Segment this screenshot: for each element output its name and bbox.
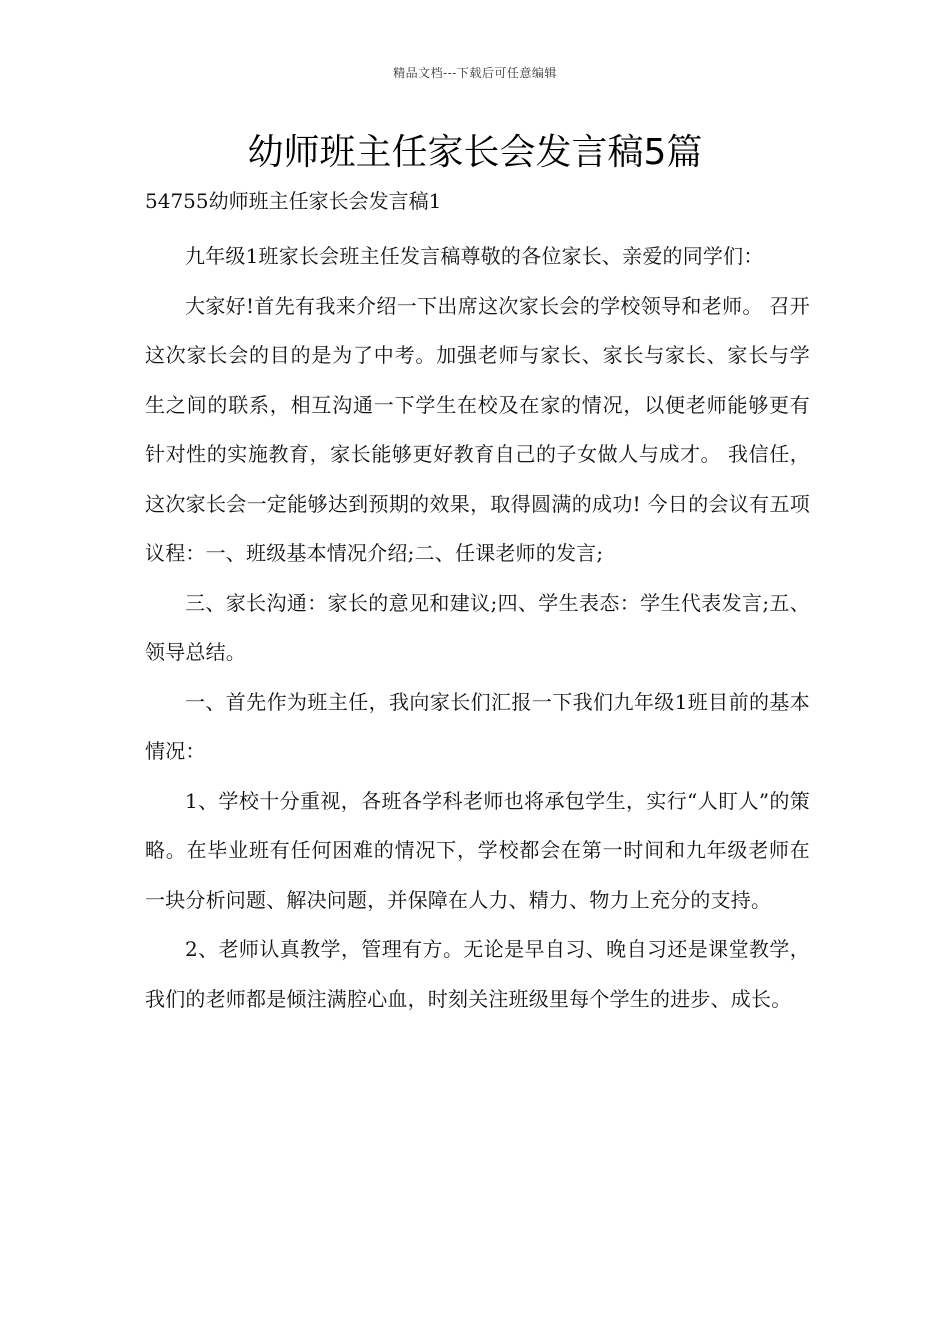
document-title: 幼师班主任家长会发言稿5篇 bbox=[247, 132, 703, 173]
paragraph: 九年级1班家长会班主任发言稿尊敬的各位家长、亲爱的同学们： bbox=[185, 244, 764, 268]
document-body bbox=[145, 232, 810, 1024]
paragraph: 1、学校十分重视，各班各学科老师也将承包学生，实行“人盯人”的策略。在毕业班有任何困难的情况下，学校都会在第一时间和九年级老师在一块分析问题、解决问题，并保障在人力、精力、物力上充分的支持。 bbox=[145, 788, 810, 912]
paragraph: 三、家长沟通：家长的意见和建议;四、学生表态：学生代表发言;五、领导总结。 bbox=[145, 590, 810, 664]
document-subtitle: 54755幼师班主任家长会发言稿1 bbox=[145, 189, 442, 213]
paragraph: 大家好!首先有我来介绍一下出席这次家长会的学校领导和老师。 召开这次家长会的目的是为了中考。加强老师与家长、家长与家长、家长与学生之间的联系，相互沟通一下学生在校及在家的情况，以便老师能够更有针对性的实施教育，家长能够更好教育自己的子女做人与成才。 我信任，这次家长会一定能够达到预期的效果，取得圆满的成功! 今日的会议有五项议程：一、班级基本情况介绍;二、任课老师的发言; bbox=[145, 293, 810, 565]
paragraph: 一、首先作为班主任，我向家长们汇报一下我们九年级1班目前的基本情况： bbox=[145, 689, 810, 763]
paragraph: 2、老师认真教学，管理有方。无论是早自习、晚自习还是课堂教学，我们的老师都是倾注满腔心血，时刻关注班级里每个学生的进步、成长。 bbox=[145, 937, 810, 1011]
header-note: 精品文档---下载后可任意编辑 bbox=[393, 66, 557, 80]
